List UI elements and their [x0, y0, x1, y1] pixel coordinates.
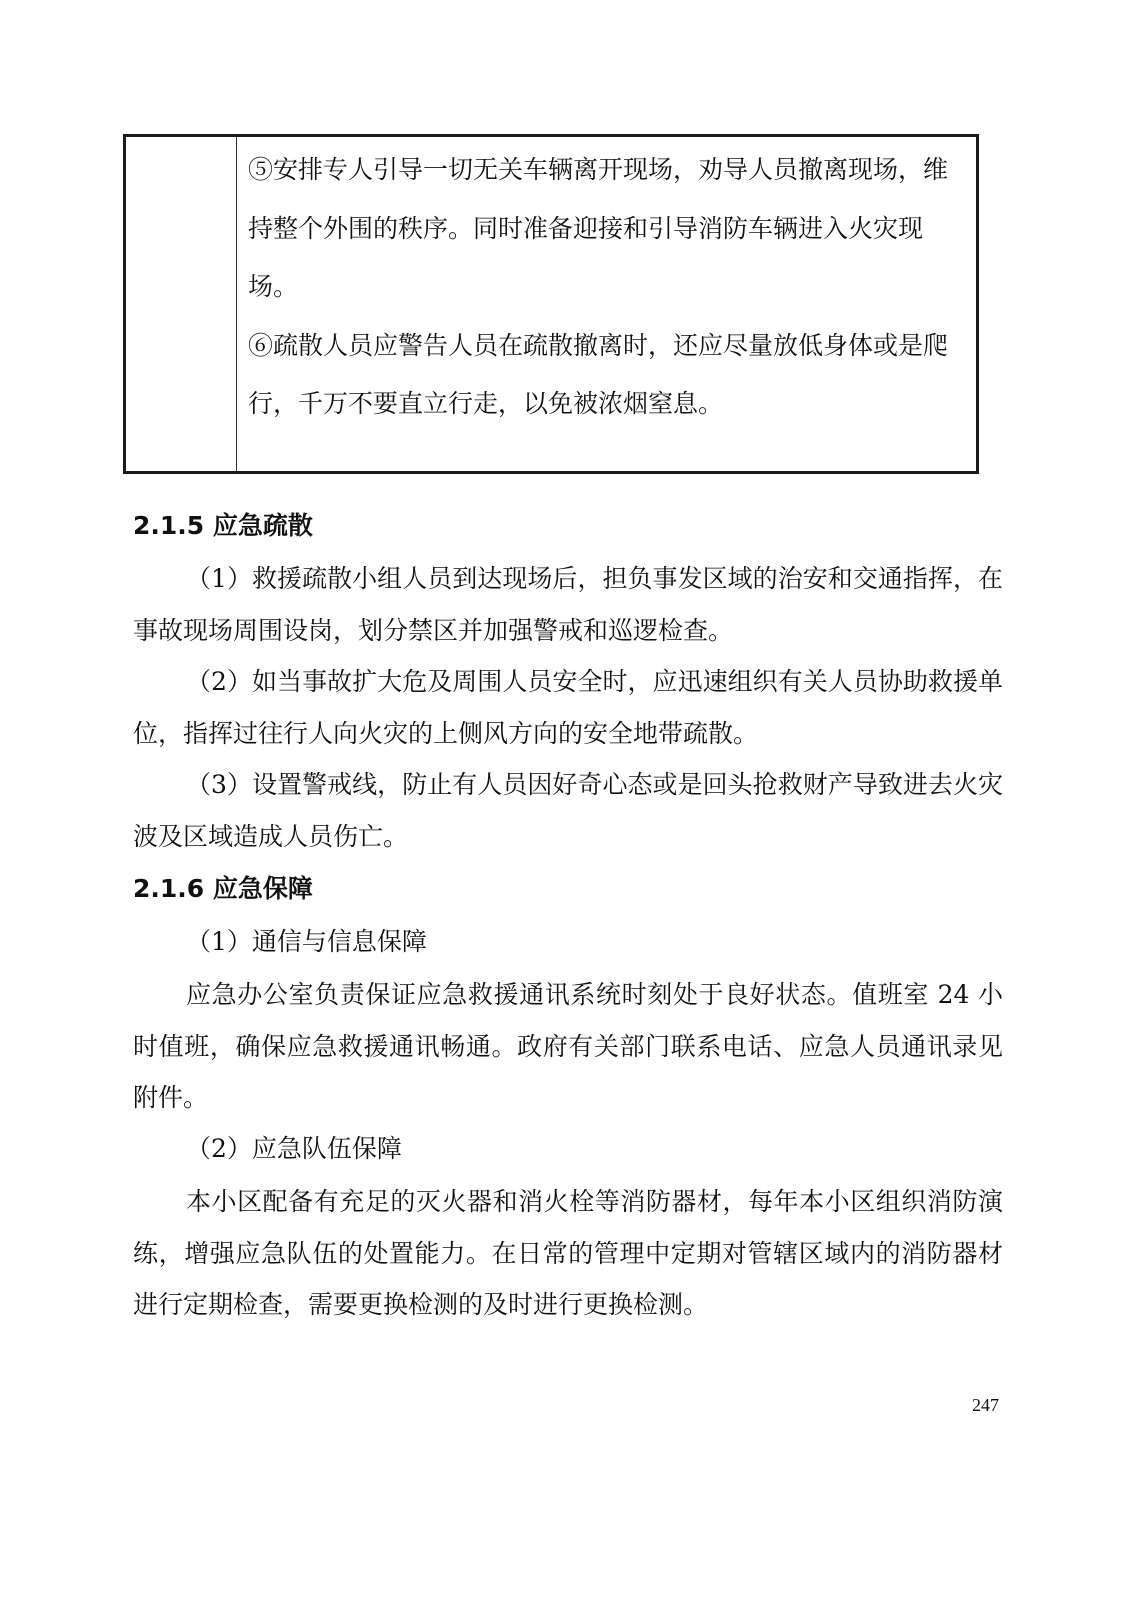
paragraph: （1）救援疏散小组人员到达现场后，担负事发区域的治安和交通指挥，在事故现场周围设岗，划分禁区并加强警戒和巡逻检查。 [133, 564, 1003, 645]
table-item: ⑤安排专人引导一切无关车辆离开现场，劝导人员撤离现场，维持整个外围的秩序。同时准备迎接和引导消防车辆进入火灾现场。 [248, 155, 949, 301]
section-heading: 2.1.6 应急保障 [133, 874, 313, 903]
subheading: （2）应急队伍保障 [186, 1134, 402, 1163]
table-column-divider [236, 137, 237, 471]
paragraph: （3）设置警戒线，防止有人员因好奇心态或是回头抢救财产导致进去火灾波及区域造成人员伤亡。 [133, 770, 1003, 851]
table-item: ⑥疏散人员应警告人员在疏散撤离时，还应尽量放低身体或是爬行，千万不要直立行走，以免被浓烟窒息。 [248, 330, 949, 418]
paragraph: 应急办公室负责保证应急救援通讯系统时刻处于良好状态。值班室 24 小时值班，确保应急救援通讯畅通。政府有关部门联系电话、应急人员通讯录见附件。 [133, 980, 1003, 1112]
paragraph: 本小区配备有充足的灭火器和消火栓等消防器材，每年本小区组织消防演练，增强应急队伍的处置能力。在日常的管理中定期对管辖区域内的消防器材进行定期检查，需要更换检测的及时进行更换检测。 [133, 1187, 1003, 1319]
page-number: 247 [972, 1395, 999, 1415]
table-cell [248, 141, 970, 434]
content-table [123, 134, 979, 474]
subheading: （1）通信与信息保障 [186, 927, 427, 956]
section-heading: 2.1.5 应急疏散 [133, 511, 313, 540]
paragraph: （2）如当事故扩大危及周围人员安全时，应迅速组织有关人员协助救援单位，指挥过往行人向火灾的上侧风方向的安全地带疏散。 [133, 667, 1003, 748]
